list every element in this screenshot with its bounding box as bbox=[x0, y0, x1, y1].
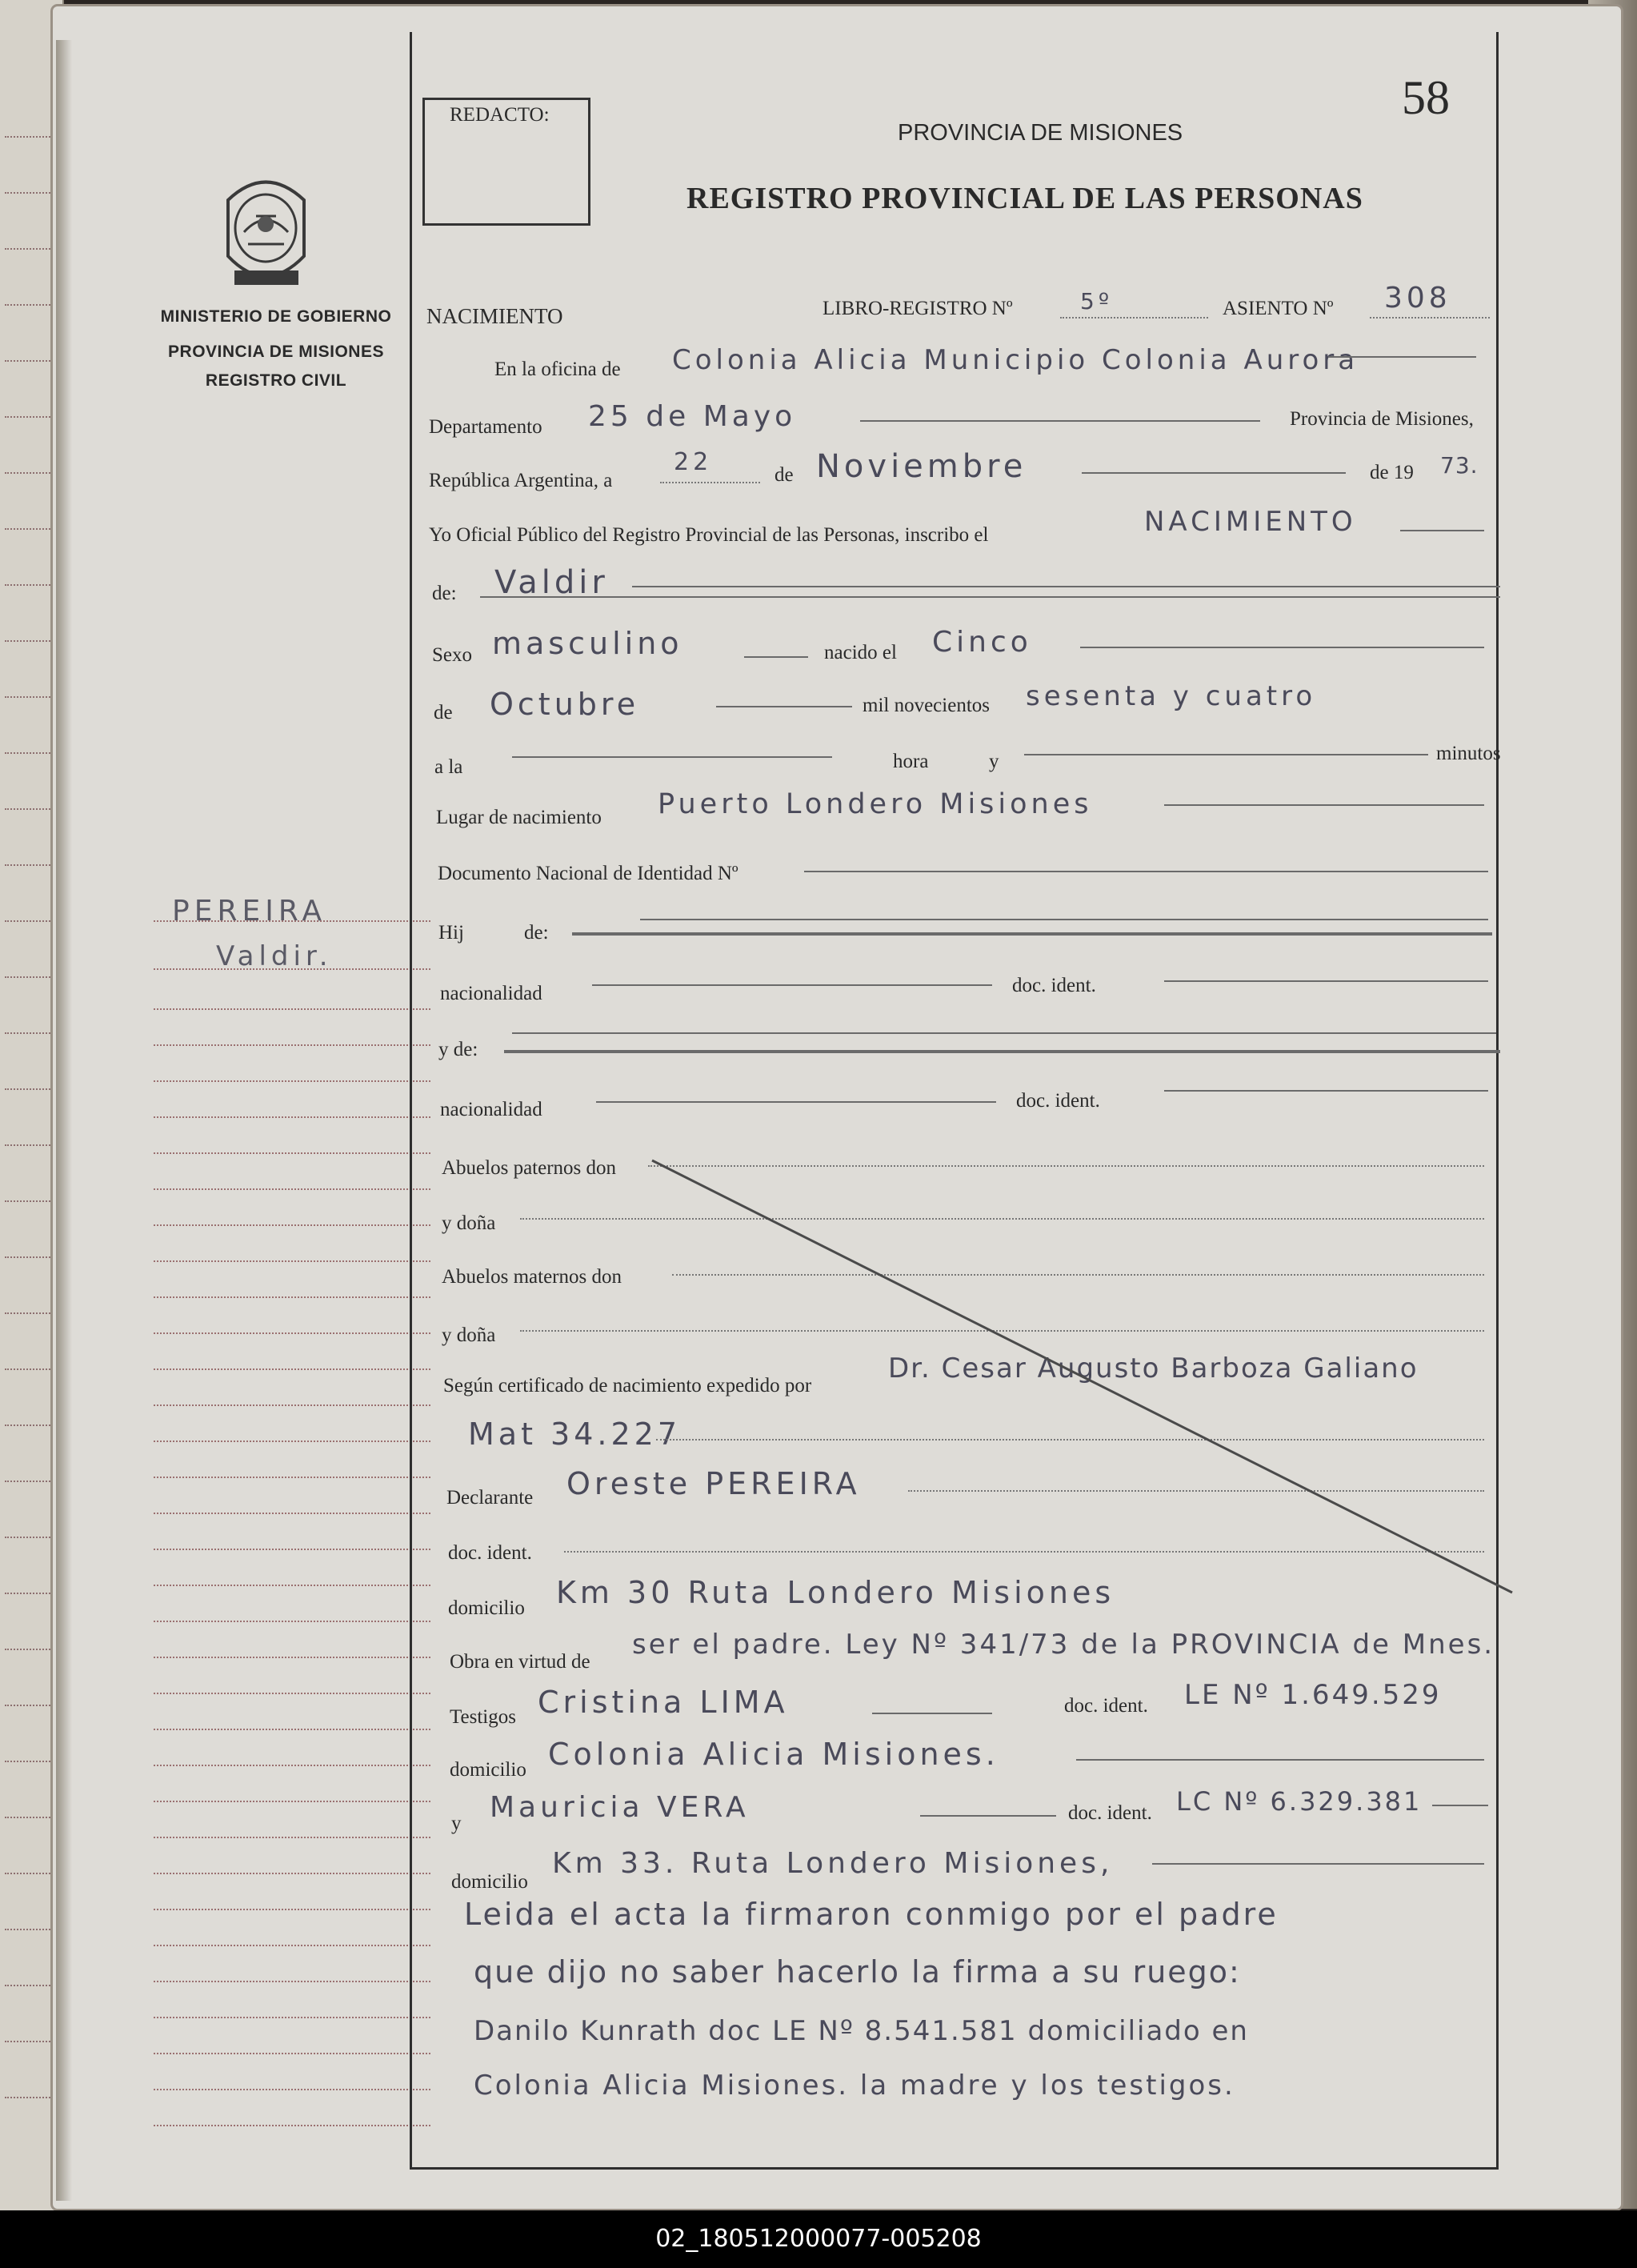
ministry-line-2: PROVINCIA DE MISIONES bbox=[168, 343, 384, 361]
doc-ident-2-label: doc. ident. bbox=[1016, 1090, 1100, 1112]
declarante-label: Declarante bbox=[446, 1487, 534, 1509]
hij-label: Hij bbox=[438, 922, 464, 944]
ministry-line-1: MINISTERIO DE GOBIERNO bbox=[160, 307, 392, 326]
domicilio-3-label: domicilio bbox=[451, 1871, 528, 1893]
doc-ident-1-label: doc. ident. bbox=[1012, 975, 1096, 996]
declarante-value: Oreste PEREIRA bbox=[566, 1466, 861, 1501]
mil-novecientos-label: mil novecientos bbox=[863, 695, 990, 716]
minutos-label: minutos bbox=[1436, 743, 1501, 764]
mes-value: Noviembre bbox=[816, 448, 1027, 485]
asiento-value: 308 bbox=[1384, 282, 1451, 315]
doc-ident-5-label: doc. ident. bbox=[1068, 1802, 1152, 1824]
testigo-1-doc-value: LE Nº 1.649.529 bbox=[1184, 1679, 1442, 1711]
anio-nac-value: sesenta y cuatro bbox=[1026, 680, 1317, 712]
note-line-4: Colonia Alicia Misiones. la madre y los testigos. bbox=[474, 2070, 1235, 2102]
ministry-line-3: REGISTRO CIVIL bbox=[205, 371, 347, 390]
testigo-1-value: Cristina LIMA bbox=[538, 1685, 789, 1720]
obra-value: ser el padre. Ley Nº 341/73 de la PROVINCIA de Mnes. bbox=[632, 1629, 1495, 1661]
redacto-label: REDACTO: bbox=[450, 104, 550, 126]
oficina-label: En la oficina de bbox=[494, 359, 621, 380]
abuelos-paternos-label: Abuelos paternos don bbox=[442, 1157, 617, 1179]
expedido-por-value: Dr. Cesar Augusto Barboza Galiano bbox=[888, 1352, 1419, 1384]
domicilio-declarante-value: Km 30 Ruta Londero Misiones bbox=[556, 1575, 1115, 1610]
doc-ident-3-label: doc. ident. bbox=[448, 1542, 532, 1564]
page-number: 58 bbox=[1402, 71, 1450, 124]
nacido-el-label: nacido el bbox=[824, 642, 897, 663]
note-line-3: Danilo Kunrath doc LE Nº 8.541.581 domiciliado en bbox=[474, 2015, 1249, 2047]
testigo-2-value: Mauricia VERA bbox=[490, 1791, 750, 1824]
caption-text: 02_180512000077-005208 bbox=[655, 2225, 982, 2253]
sexo-label: Sexo bbox=[432, 644, 472, 666]
margin-surname: PEREIRA bbox=[172, 895, 327, 928]
y-testigo-label: y bbox=[451, 1813, 462, 1834]
libro-value: 5º bbox=[1080, 288, 1114, 315]
nombre-value: Valdir bbox=[494, 564, 609, 601]
matricula-value: Mat 34.227 bbox=[468, 1416, 682, 1452]
libro-label: LIBRO-REGISTRO Nº bbox=[823, 298, 1013, 319]
de-mes-label: de bbox=[434, 702, 453, 723]
testigo-1-domicilio-value: Colonia Alicia Misiones. bbox=[548, 1737, 999, 1772]
sexo-value: masculino bbox=[492, 626, 683, 661]
note-line-1: Leida el acta la firmaron conmigo por el padre bbox=[464, 1897, 1279, 1932]
nacido-el-value: Cinco bbox=[932, 626, 1032, 659]
de-year-label: de 19 bbox=[1370, 462, 1414, 483]
testigos-label: Testigos bbox=[450, 1706, 516, 1728]
nacionalidad-1-label: nacionalidad bbox=[440, 983, 542, 1004]
asiento-label: ASIENTO Nº bbox=[1223, 298, 1334, 319]
y-label: y bbox=[989, 751, 999, 772]
republica-label: República Argentina, a bbox=[429, 470, 613, 491]
departamento-value: 25 de Mayo bbox=[588, 400, 797, 433]
inscribo-value: NACIMIENTO bbox=[1144, 506, 1357, 538]
de-nombre-label: de: bbox=[432, 583, 457, 604]
margin-given-name: Valdir. bbox=[216, 940, 333, 972]
de-padre-label: de: bbox=[524, 922, 549, 944]
registry-title: REGISTRO PROVINCIAL DE LAS PERSONAS bbox=[686, 182, 1363, 215]
y-de-label: y de: bbox=[438, 1039, 478, 1060]
nacionalidad-2-label: nacionalidad bbox=[440, 1099, 542, 1120]
domicilio-1-label: domicilio bbox=[448, 1597, 525, 1619]
oficina-value: Colonia Alicia Municipio Colonia Aurora bbox=[672, 344, 1359, 376]
province-heading: PROVINCIA DE MISIONES bbox=[898, 120, 1183, 146]
year-value: 73. bbox=[1440, 452, 1479, 479]
obra-label: Obra en virtud de bbox=[450, 1651, 590, 1673]
a-la-label: a la bbox=[434, 756, 463, 778]
testigo-2-domicilio-value: Km 33. Ruta Londero Misiones, bbox=[552, 1847, 1114, 1880]
yo-oficial-label: Yo Oficial Público del Registro Provincial de las Personas, inscribo el bbox=[429, 524, 989, 546]
y-dona-1-label: y doña bbox=[442, 1212, 496, 1234]
provincia-label: Provincia de Misiones, bbox=[1290, 408, 1474, 430]
nacimiento-heading: NACIMIENTO bbox=[426, 304, 563, 328]
mes-nac-value: Octubre bbox=[490, 687, 640, 722]
segun-label: Según certificado de nacimiento expedido por bbox=[443, 1375, 812, 1396]
departamento-label: Departamento bbox=[429, 416, 542, 438]
lugar-value: Puerto Londero Misiones bbox=[658, 788, 1093, 820]
dni-label: Documento Nacional de Identidad Nº bbox=[438, 863, 738, 884]
dia-value: 22 bbox=[674, 448, 713, 476]
hora-label: hora bbox=[893, 751, 929, 772]
domicilio-2-label: domicilio bbox=[450, 1759, 526, 1781]
y-dona-2-label: y doña bbox=[442, 1324, 496, 1346]
doc-ident-4-label: doc. ident. bbox=[1064, 1695, 1148, 1717]
de-label: de bbox=[774, 464, 794, 486]
testigo-2-doc-value: LC Nº 6.329.381 bbox=[1176, 1786, 1423, 1817]
lugar-label: Lugar de nacimiento bbox=[436, 807, 602, 828]
abuelos-maternos-label: Abuelos maternos don bbox=[442, 1266, 622, 1288]
note-line-2: que dijo no saber hacerlo la firma a su ruego: bbox=[474, 1954, 1241, 1990]
caption-bar bbox=[0, 2210, 1637, 2268]
